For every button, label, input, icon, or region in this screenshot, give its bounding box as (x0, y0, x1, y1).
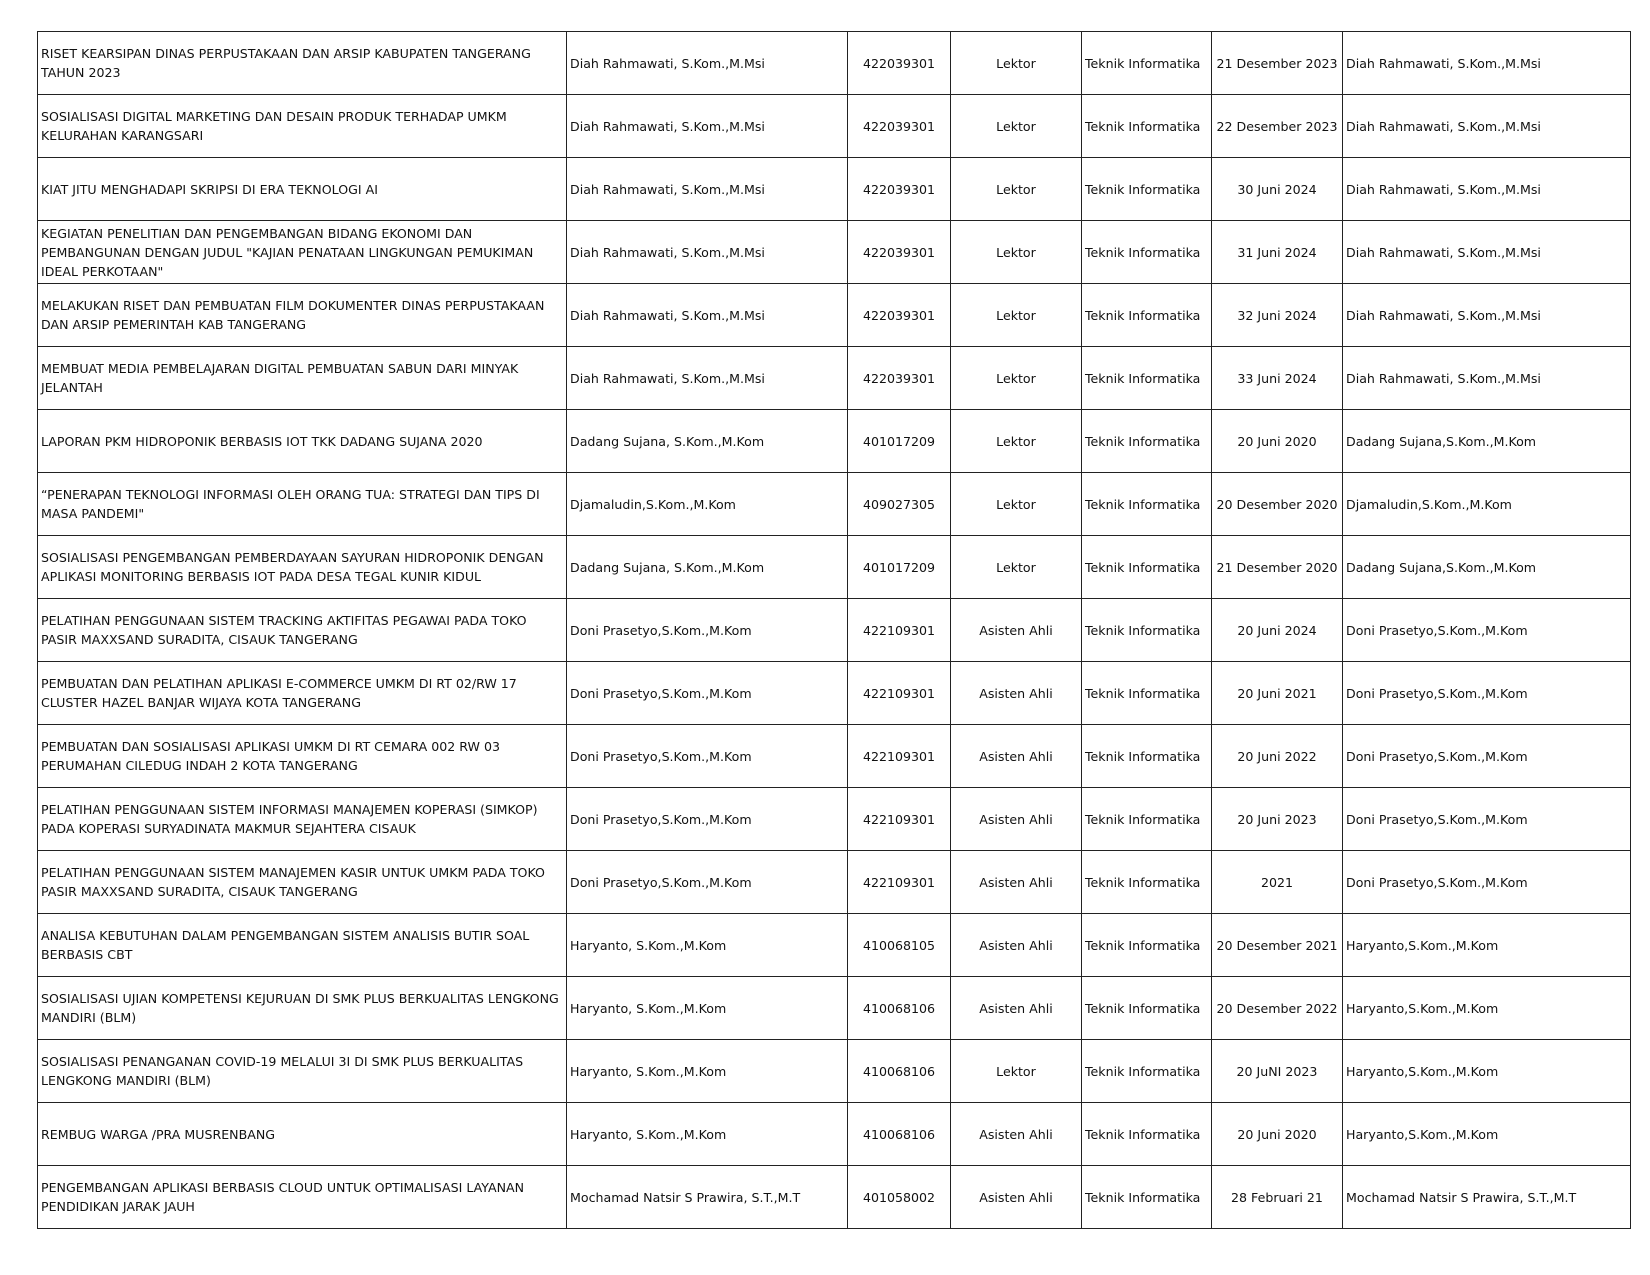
cell-member: Doni Prasetyo,S.Kom.,M.Kom (1343, 725, 1631, 788)
table-row (38, 473, 1631, 536)
activity-table (37, 31, 1631, 1229)
cell-title: “PENERAPAN TEKNOLOGI INFORMASI OLEH ORANG TUA: STRATEGI DAN TIPS DI MASA PANDEMI" (38, 473, 567, 536)
cell-date: 22 Desember 2023 (1212, 95, 1343, 158)
cell-lecturer: Doni Prasetyo,S.Kom.,M.Kom (567, 725, 848, 788)
cell-nidn: 422109301 (848, 788, 951, 851)
cell-rank: Lektor (951, 1040, 1082, 1103)
cell-member: Haryanto,S.Kom.,M.Kom (1343, 1040, 1631, 1103)
table-row (38, 536, 1631, 599)
cell-program: Teknik Informatika (1082, 914, 1212, 977)
cell-member: Dadang Sujana,S.Kom.,M.Kom (1343, 536, 1631, 599)
table-row (38, 284, 1631, 347)
cell-nidn: 410068106 (848, 1040, 951, 1103)
cell-nidn: 422039301 (848, 284, 951, 347)
cell-program: Teknik Informatika (1082, 1040, 1212, 1103)
cell-lecturer: Diah Rahmawati, S.Kom.,M.Msi (567, 284, 848, 347)
cell-member: Doni Prasetyo,S.Kom.,M.Kom (1343, 851, 1631, 914)
cell-member: Djamaludin,S.Kom.,M.Kom (1343, 473, 1631, 536)
cell-date: 20 Juni 2020 (1212, 410, 1343, 473)
cell-program: Teknik Informatika (1082, 599, 1212, 662)
cell-lecturer: Doni Prasetyo,S.Kom.,M.Kom (567, 851, 848, 914)
cell-member: Diah Rahmawati, S.Kom.,M.Msi (1343, 158, 1631, 221)
cell-date: 20 Juni 2020 (1212, 1103, 1343, 1166)
cell-rank: Asisten Ahli (951, 851, 1082, 914)
cell-rank: Asisten Ahli (951, 599, 1082, 662)
table-row (38, 1040, 1631, 1103)
cell-nidn: 409027305 (848, 473, 951, 536)
cell-rank: Asisten Ahli (951, 1103, 1082, 1166)
cell-date: 31 Juni 2024 (1212, 221, 1343, 284)
table-row (38, 662, 1631, 725)
table-row (38, 977, 1631, 1040)
cell-nidn: 401058002 (848, 1166, 951, 1229)
cell-nidn: 422109301 (848, 851, 951, 914)
table-body (38, 32, 1631, 1229)
cell-title: ANALISA KEBUTUHAN DALAM PENGEMBANGAN SISTEM ANALISIS BUTIR SOAL BERBASIS CBT (38, 914, 567, 977)
table-row (38, 347, 1631, 410)
cell-lecturer: Doni Prasetyo,S.Kom.,M.Kom (567, 662, 848, 725)
cell-nidn: 422039301 (848, 95, 951, 158)
cell-rank: Asisten Ahli (951, 725, 1082, 788)
table-row (38, 1103, 1631, 1166)
cell-nidn: 422109301 (848, 725, 951, 788)
cell-title: PELATIHAN PENGGUNAAN SISTEM MANAJEMEN KASIR UNTUK UMKM PADA TOKO PASIR MAXXSAND SURADITA, CISAUK TANGERANG (38, 851, 567, 914)
cell-lecturer: Dadang Sujana, S.Kom.,M.Kom (567, 410, 848, 473)
cell-nidn: 422039301 (848, 347, 951, 410)
cell-member: Doni Prasetyo,S.Kom.,M.Kom (1343, 662, 1631, 725)
cell-nidn: 422109301 (848, 599, 951, 662)
table-row (38, 599, 1631, 662)
cell-rank: Lektor (951, 284, 1082, 347)
cell-lecturer: Haryanto, S.Kom.,M.Kom (567, 914, 848, 977)
cell-rank: Lektor (951, 158, 1082, 221)
cell-nidn: 422039301 (848, 158, 951, 221)
table-row (38, 95, 1631, 158)
cell-program: Teknik Informatika (1082, 158, 1212, 221)
table-row (38, 32, 1631, 95)
cell-title: SOSIALISASI DIGITAL MARKETING DAN DESAIN PRODUK TERHADAP UMKM KELURAHAN KARANGSARI (38, 95, 567, 158)
cell-member: Diah Rahmawati, S.Kom.,M.Msi (1343, 284, 1631, 347)
cell-member: Doni Prasetyo,S.Kom.,M.Kom (1343, 599, 1631, 662)
cell-member: Doni Prasetyo,S.Kom.,M.Kom (1343, 788, 1631, 851)
cell-program: Teknik Informatika (1082, 536, 1212, 599)
cell-program: Teknik Informatika (1082, 95, 1212, 158)
table-row (38, 851, 1631, 914)
cell-rank: Lektor (951, 221, 1082, 284)
cell-title: SOSIALISASI UJIAN KOMPETENSI KEJURUAN DI SMK PLUS BERKUALITAS LENGKONG MANDIRI (BLM) (38, 977, 567, 1040)
cell-nidn: 410068106 (848, 1103, 951, 1166)
cell-nidn: 410068105 (848, 914, 951, 977)
cell-date: 20 Juni 2021 (1212, 662, 1343, 725)
cell-lecturer: Mochamad Natsir S Prawira, S.T.,M.T (567, 1166, 848, 1229)
cell-lecturer: Djamaludin,S.Kom.,M.Kom (567, 473, 848, 536)
cell-member: Diah Rahmawati, S.Kom.,M.Msi (1343, 95, 1631, 158)
cell-rank: Lektor (951, 536, 1082, 599)
cell-title: MELAKUKAN RISET DAN PEMBUATAN FILM DOKUMENTER DINAS PERPUSTAKAAN DAN ARSIP PEMERINTAH KAB TANGERANG (38, 284, 567, 347)
cell-member: Dadang Sujana,S.Kom.,M.Kom (1343, 410, 1631, 473)
cell-title: LAPORAN PKM HIDROPONIK BERBASIS IOT TKK DADANG SUJANA 2020 (38, 410, 567, 473)
cell-rank: Lektor (951, 95, 1082, 158)
cell-member: Haryanto,S.Kom.,M.Kom (1343, 914, 1631, 977)
cell-rank: Asisten Ahli (951, 788, 1082, 851)
cell-title: REMBUG WARGA /PRA MUSRENBANG (38, 1103, 567, 1166)
cell-program: Teknik Informatika (1082, 1103, 1212, 1166)
cell-member: Diah Rahmawati, S.Kom.,M.Msi (1343, 32, 1631, 95)
cell-rank: Asisten Ahli (951, 977, 1082, 1040)
cell-date: 20 Desember 2022 (1212, 977, 1343, 1040)
cell-lecturer: Dadang Sujana, S.Kom.,M.Kom (567, 536, 848, 599)
cell-rank: Lektor (951, 32, 1082, 95)
cell-program: Teknik Informatika (1082, 662, 1212, 725)
cell-title: PEMBUATAN DAN SOSIALISASI APLIKASI UMKM DI RT CEMARA 002 RW 03 PERUMAHAN CILEDUG INDAH 2 KOTA TANGERANG (38, 725, 567, 788)
cell-nidn: 422039301 (848, 221, 951, 284)
cell-nidn: 401017209 (848, 536, 951, 599)
cell-title: PELATIHAN PENGGUNAAN SISTEM TRACKING AKTIFITAS PEGAWAI PADA TOKO PASIR MAXXSAND SURADITA, CISAUK TANGERANG (38, 599, 567, 662)
cell-nidn: 422109301 (848, 662, 951, 725)
table-row (38, 788, 1631, 851)
cell-date: 20 Desember 2020 (1212, 473, 1343, 536)
cell-member: Diah Rahmawati, S.Kom.,M.Msi (1343, 221, 1631, 284)
cell-date: 20 JuNI 2023 (1212, 1040, 1343, 1103)
cell-program: Teknik Informatika (1082, 1166, 1212, 1229)
cell-nidn: 410068106 (848, 977, 951, 1040)
cell-rank: Lektor (951, 473, 1082, 536)
cell-date: 20 Desember 2021 (1212, 914, 1343, 977)
table-row (38, 221, 1631, 284)
cell-rank: Asisten Ahli (951, 662, 1082, 725)
cell-date: 21 Desember 2020 (1212, 536, 1343, 599)
cell-title: SOSIALISASI PENANGANAN COVID-19 MELALUI 3I DI SMK PLUS BERKUALITAS LENGKONG MANDIRI (BLM) (38, 1040, 567, 1103)
cell-program: Teknik Informatika (1082, 347, 1212, 410)
cell-program: Teknik Informatika (1082, 221, 1212, 284)
cell-member: Mochamad Natsir S Prawira, S.T.,M.T (1343, 1166, 1631, 1229)
cell-nidn: 422039301 (848, 32, 951, 95)
cell-title: MEMBUAT MEDIA PEMBELAJARAN DIGITAL PEMBUATAN SABUN DARI MINYAK JELANTAH (38, 347, 567, 410)
cell-date: 32 Juni 2024 (1212, 284, 1343, 347)
cell-program: Teknik Informatika (1082, 32, 1212, 95)
table-row (38, 1166, 1631, 1229)
cell-member: Diah Rahmawati, S.Kom.,M.Msi (1343, 347, 1631, 410)
cell-rank: Lektor (951, 347, 1082, 410)
cell-lecturer: Diah Rahmawati, S.Kom.,M.Msi (567, 32, 848, 95)
cell-title: SOSIALISASI PENGEMBANGAN PEMBERDAYAAN SAYURAN HIDROPONIK DENGAN APLIKASI MONITORING BERBASIS IOT PADA DESA TEGAL KUNIR KIDUL (38, 536, 567, 599)
cell-title: KIAT JITU MENGHADAPI SKRIPSI DI ERA TEKNOLOGI AI (38, 158, 567, 221)
cell-lecturer: Diah Rahmawati, S.Kom.,M.Msi (567, 158, 848, 221)
cell-rank: Lektor (951, 410, 1082, 473)
cell-program: Teknik Informatika (1082, 851, 1212, 914)
cell-program: Teknik Informatika (1082, 410, 1212, 473)
cell-program: Teknik Informatika (1082, 473, 1212, 536)
cell-title: PEMBUATAN DAN PELATIHAN APLIKASI E-COMMERCE UMKM DI RT 02/RW 17 CLUSTER HAZEL BANJAR WIJAYA KOTA TANGERANG (38, 662, 567, 725)
cell-lecturer: Diah Rahmawati, S.Kom.,M.Msi (567, 221, 848, 284)
cell-title: KEGIATAN PENELITIAN DAN PENGEMBANGAN BIDANG EKONOMI DAN PEMBANGUNAN DENGAN JUDUL "KAJIAN PENATAAN LINGKUNGAN PEMUKIMAN IDEAL PERKOTAAN" (38, 221, 567, 284)
cell-date: 28 Februari 21 (1212, 1166, 1343, 1229)
cell-nidn: 401017209 (848, 410, 951, 473)
cell-lecturer: Doni Prasetyo,S.Kom.,M.Kom (567, 599, 848, 662)
cell-program: Teknik Informatika (1082, 788, 1212, 851)
cell-rank: Asisten Ahli (951, 1166, 1082, 1229)
cell-date: 33 Juni 2024 (1212, 347, 1343, 410)
cell-member: Haryanto,S.Kom.,M.Kom (1343, 977, 1631, 1040)
cell-title: RISET KEARSIPAN DINAS PERPUSTAKAAN DAN ARSIP KABUPATEN TANGERANG TAHUN 2023 (38, 32, 567, 95)
cell-program: Teknik Informatika (1082, 284, 1212, 347)
cell-title: PELATIHAN PENGGUNAAN SISTEM INFORMASI MANAJEMEN KOPERASI (SIMKOP) PADA KOPERASI SURYADINATA MAKMUR SEJAHTERA CISAUK (38, 788, 567, 851)
table-row (38, 410, 1631, 473)
cell-lecturer: Haryanto, S.Kom.,M.Kom (567, 1103, 848, 1166)
cell-program: Teknik Informatika (1082, 725, 1212, 788)
cell-lecturer: Doni Prasetyo,S.Kom.,M.Kom (567, 788, 848, 851)
cell-date: 20 Juni 2024 (1212, 599, 1343, 662)
cell-lecturer: Diah Rahmawati, S.Kom.,M.Msi (567, 95, 848, 158)
cell-lecturer: Diah Rahmawati, S.Kom.,M.Msi (567, 347, 848, 410)
cell-date: 30 Juni 2024 (1212, 158, 1343, 221)
cell-title: PENGEMBANGAN APLIKASI BERBASIS CLOUD UNTUK OPTIMALISASI LAYANAN PENDIDIKAN JARAK JAUH (38, 1166, 567, 1229)
cell-member: Haryanto,S.Kom.,M.Kom (1343, 1103, 1631, 1166)
cell-date: 21 Desember 2023 (1212, 32, 1343, 95)
cell-date: 2021 (1212, 851, 1343, 914)
cell-lecturer: Haryanto, S.Kom.,M.Kom (567, 977, 848, 1040)
table-row (38, 725, 1631, 788)
cell-lecturer: Haryanto, S.Kom.,M.Kom (567, 1040, 848, 1103)
cell-date: 20 Juni 2022 (1212, 725, 1343, 788)
table-row (38, 158, 1631, 221)
cell-rank: Asisten Ahli (951, 914, 1082, 977)
table-row (38, 914, 1631, 977)
cell-program: Teknik Informatika (1082, 977, 1212, 1040)
cell-date: 20 Juni 2023 (1212, 788, 1343, 851)
